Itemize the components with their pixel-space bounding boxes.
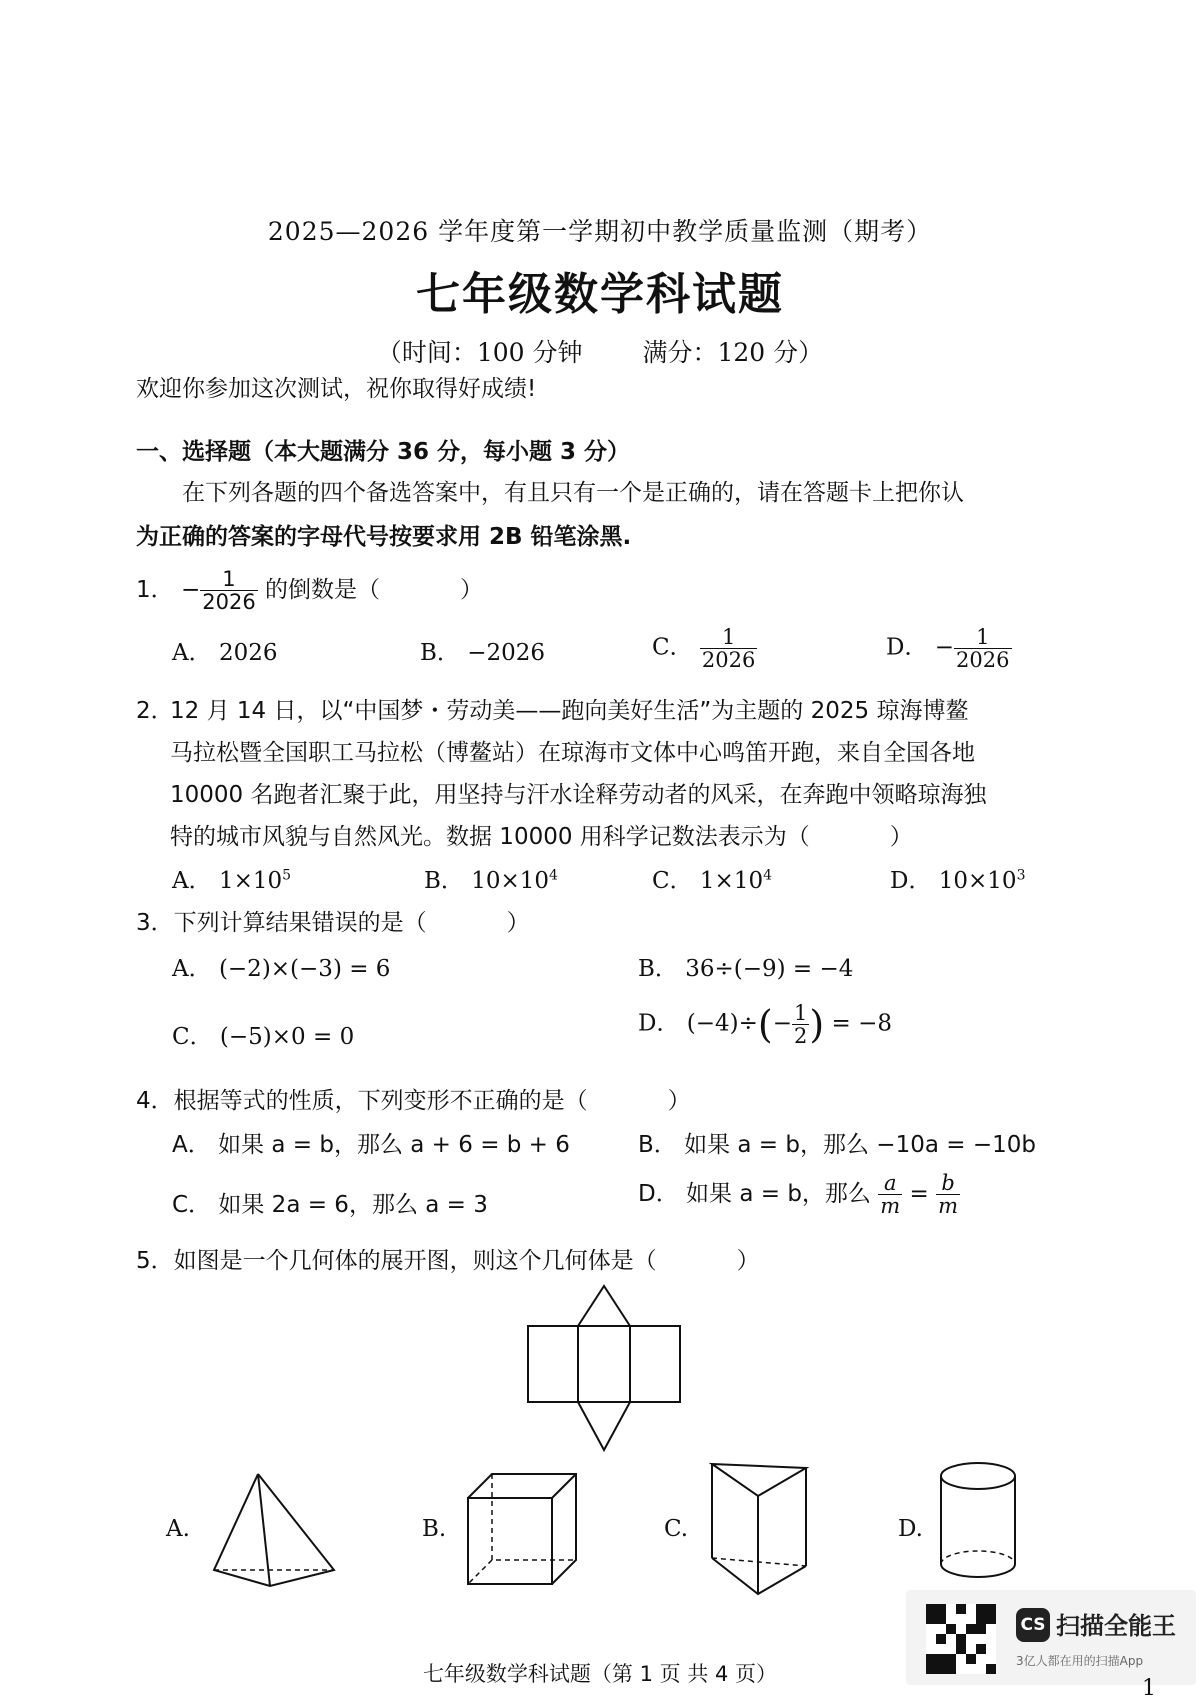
q4-option-d bbox=[638, 1172, 960, 1217]
q1-option-a bbox=[172, 634, 277, 667]
option-value: 如果 a = b，那么 a + 6 = b + 6 bbox=[218, 1132, 570, 1158]
q1-option-c bbox=[652, 626, 757, 671]
option-value: −2026 bbox=[467, 640, 546, 666]
question-number: 1． bbox=[136, 577, 174, 604]
numerator: a bbox=[883, 1171, 897, 1195]
numerator: 1 bbox=[222, 567, 236, 591]
option-label: B． bbox=[638, 1132, 677, 1158]
close-paren: ) bbox=[809, 1002, 825, 1047]
option-value: 2026 bbox=[218, 640, 278, 666]
option-label: A． bbox=[172, 868, 212, 894]
close-paren: ） bbox=[889, 824, 913, 850]
watermark-title: 扫描全能王 bbox=[1056, 1612, 1176, 1640]
q3-option-c bbox=[172, 1018, 354, 1051]
stem-text: 特的城市风貌与自然风光。数据 10000 用科学记数法表示为（ bbox=[170, 824, 810, 850]
option-label: A． bbox=[172, 640, 212, 666]
question-2-line-1: 12 月 14 日，以“中国梦・劳动美——跑向美好生活”为主题的 2025 琼海博鳌 bbox=[170, 698, 969, 724]
close-paren: ） bbox=[736, 1248, 760, 1274]
denominator: m bbox=[938, 1194, 958, 1219]
section-heading: 一、选择题（本大题满分 36 分，每小题 3 分） bbox=[136, 439, 631, 465]
denominator: 2 bbox=[794, 1024, 808, 1049]
question-2-number: 2． bbox=[136, 698, 174, 724]
q3-option-b bbox=[638, 950, 853, 983]
option-value: (−2)×(−3) = 6 bbox=[218, 956, 391, 982]
q5-option-b-label: B. bbox=[422, 1516, 447, 1542]
score-label: 满分：120 分） bbox=[642, 338, 824, 367]
option-label: B． bbox=[420, 640, 460, 666]
option-value: 1×10 bbox=[218, 868, 283, 894]
exponent: 5 bbox=[282, 867, 292, 884]
question-2-line-3: 10000 名跑者汇聚于此，用坚持与汗水诠释劳动者的风采，在奔跑中领略琼海独 bbox=[170, 782, 987, 808]
option-label: A． bbox=[172, 956, 212, 982]
question-stem: 的倒数是（ bbox=[265, 577, 380, 604]
fraction bbox=[792, 1002, 809, 1047]
minus-sign: − bbox=[772, 1010, 792, 1037]
q1-option-b bbox=[420, 634, 545, 667]
question-3 bbox=[136, 904, 530, 937]
option-label: C． bbox=[172, 1024, 213, 1050]
option-label: D． bbox=[638, 1181, 679, 1208]
denominator: 2026 bbox=[701, 648, 756, 673]
q5-option-d-label: D. bbox=[898, 1516, 923, 1542]
q5-option-a-label: A. bbox=[166, 1516, 190, 1542]
q2-option-c bbox=[652, 862, 772, 895]
option-label: C． bbox=[172, 1192, 212, 1218]
q3-option-d bbox=[638, 1002, 892, 1047]
q1-option-d bbox=[886, 626, 1012, 671]
option-value: 如果 a = b，那么 bbox=[686, 1181, 871, 1208]
instruction-line-2: 为正确的答案的字母代号按要求用 2B 铅笔涂黑. bbox=[136, 524, 632, 550]
page-footer: 七年级数学科试题（第 1 页 共 4 页） bbox=[422, 1662, 778, 1686]
option-value: 1×10 bbox=[699, 868, 764, 894]
instruction-line-1: 在下列各题的四个备选答案中，有且只有一个是正确的，请在答题卡上把你认 bbox=[182, 480, 964, 506]
close-paren: ） bbox=[460, 577, 483, 604]
triangular-prism-figure bbox=[706, 1458, 816, 1598]
exponent: 4 bbox=[763, 867, 773, 884]
cube-figure bbox=[462, 1468, 590, 1590]
option-label: B． bbox=[424, 868, 464, 894]
exam-header-line: 2025—2026 学年度第一学期初中教学质量监测（期考） bbox=[267, 217, 933, 246]
close-paren: ） bbox=[667, 1088, 691, 1114]
fraction bbox=[878, 1172, 902, 1217]
option-value: 36÷(−9) = −4 bbox=[685, 956, 854, 982]
question-2-line-4 bbox=[170, 818, 1100, 851]
option-value: 如果 2a = 6，那么 a = 3 bbox=[218, 1192, 488, 1218]
question-stem: 根据等式的性质，下列变形不正确的是（ bbox=[173, 1088, 588, 1114]
fraction bbox=[700, 626, 757, 671]
equals-sign: = bbox=[909, 1181, 929, 1208]
numerator: 1 bbox=[794, 1001, 808, 1025]
watermark-subtitle: 3亿人都在用的扫描App bbox=[1016, 1654, 1144, 1668]
time-label: （时间：100 分钟 bbox=[376, 338, 583, 367]
option-label: D． bbox=[638, 1010, 680, 1037]
minus-sign: − bbox=[934, 634, 955, 661]
numerator: 1 bbox=[721, 625, 736, 649]
option-value: 10×10 bbox=[938, 868, 1017, 894]
numerator: 1 bbox=[976, 625, 990, 649]
denominator: 2026 bbox=[202, 590, 256, 615]
fraction bbox=[200, 568, 257, 613]
question-2-line-2: 马拉松暨全国职工马拉松（博鳌站）在琼海市文体中心鸣笛开跑，来自全国各地 bbox=[170, 740, 975, 766]
scanner-watermark bbox=[906, 1590, 1196, 1685]
option-label: B． bbox=[638, 956, 678, 982]
option-value: (−4)÷ bbox=[686, 1010, 758, 1037]
fraction bbox=[954, 626, 1011, 671]
question-stem: 如图是一个几何体的展开图，则这个几何体是（ bbox=[173, 1248, 657, 1274]
q4-option-c bbox=[172, 1186, 488, 1219]
fraction bbox=[936, 1172, 960, 1217]
option-label: C． bbox=[652, 634, 693, 661]
question-4 bbox=[136, 1082, 691, 1115]
question-1 bbox=[136, 568, 483, 613]
exam-title: 七年级数学科试题 bbox=[416, 269, 784, 320]
exponent: 3 bbox=[1016, 867, 1026, 884]
question-stem: 下列计算结果错误的是（ bbox=[173, 910, 427, 936]
qr-code-icon bbox=[926, 1604, 996, 1674]
denominator: m bbox=[880, 1194, 901, 1219]
close-paren: ） bbox=[506, 910, 530, 936]
welcome-text: 欢迎你参加这次测试，祝你取得好成绩! bbox=[136, 376, 537, 402]
question-number: 3． bbox=[136, 910, 174, 936]
option-value: 10×10 bbox=[471, 868, 550, 894]
q2-option-a bbox=[172, 862, 291, 895]
option-label: D． bbox=[890, 868, 932, 894]
pyramid-figure bbox=[208, 1470, 338, 1590]
option-value: (−5)×0 = 0 bbox=[219, 1024, 355, 1050]
minus-sign: − bbox=[180, 577, 201, 604]
question-number: 5． bbox=[136, 1248, 174, 1274]
option-label: A． bbox=[172, 1132, 211, 1158]
open-paren: ( bbox=[757, 1002, 773, 1047]
exam-meta bbox=[0, 333, 1200, 369]
denominator: 2026 bbox=[956, 648, 1010, 673]
option-label: C． bbox=[652, 868, 693, 894]
question-number: 4． bbox=[136, 1088, 174, 1114]
q2-option-d bbox=[890, 862, 1026, 895]
q3-option-a bbox=[172, 950, 390, 983]
q5-option-c-label: C. bbox=[664, 1516, 689, 1542]
cylinder-figure bbox=[936, 1458, 1022, 1582]
option-value: 如果 a = b，那么 −10a = −10b bbox=[684, 1132, 1036, 1158]
camscanner-logo: CS bbox=[1016, 1608, 1050, 1642]
q4-option-b bbox=[638, 1126, 1036, 1159]
exponent: 4 bbox=[549, 867, 558, 884]
q2-option-b bbox=[424, 862, 558, 895]
option-value: = −8 bbox=[831, 1010, 893, 1037]
prism-net-figure bbox=[520, 1282, 690, 1458]
page-corner-number: 1 bbox=[1142, 1676, 1156, 1701]
q4-option-a bbox=[172, 1126, 570, 1159]
numerator: b bbox=[941, 1171, 955, 1195]
option-label: D． bbox=[886, 634, 928, 661]
question-5 bbox=[136, 1242, 760, 1275]
